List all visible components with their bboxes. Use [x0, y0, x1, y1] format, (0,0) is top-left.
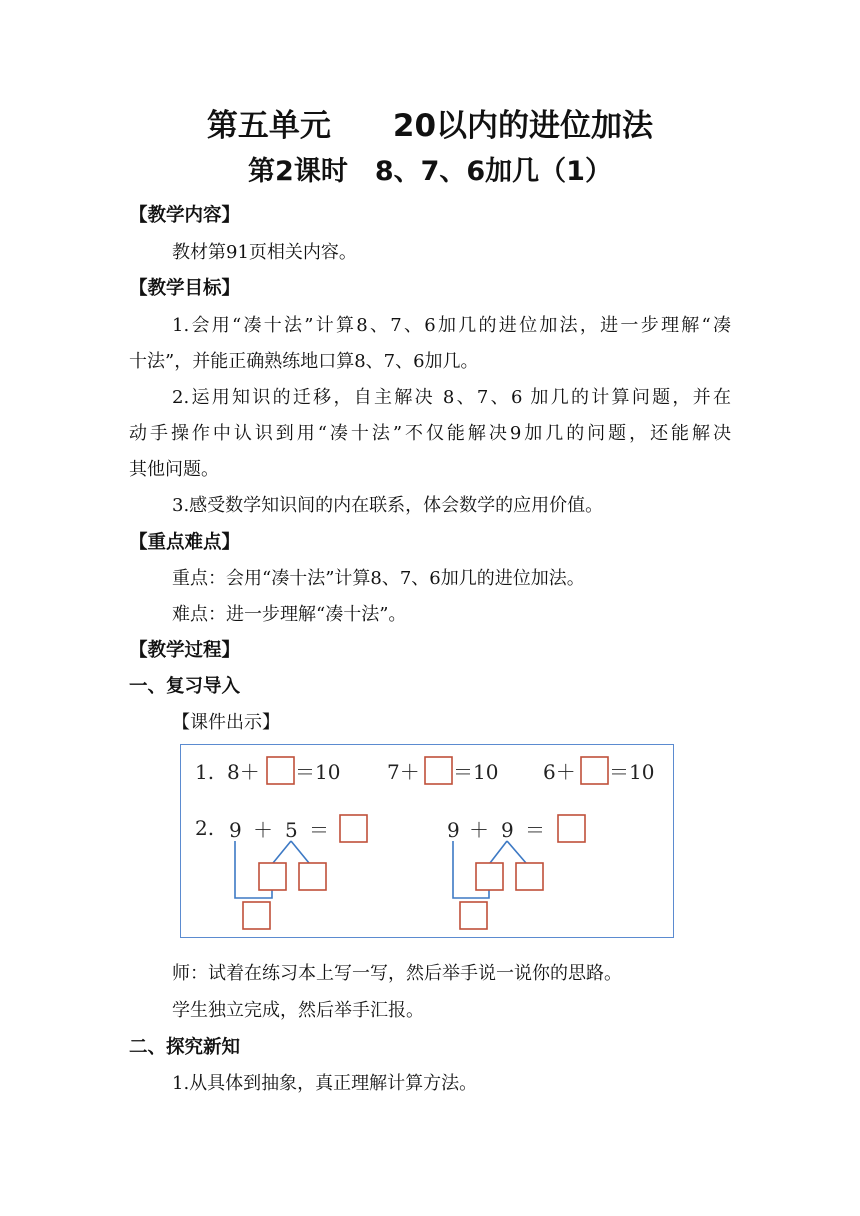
- eq1-right: ＝10: [295, 760, 341, 784]
- expr1-ten-box: [243, 902, 270, 929]
- expr1-split-left: [273, 841, 291, 863]
- expr2-addend-b: 9: [501, 818, 514, 842]
- goal-1-line-2: 十法”，并能正确熟练地口算8、7、6加几。: [129, 351, 479, 372]
- exercise-diagram: [181, 745, 675, 939]
- expr2-split-box-a: [476, 863, 503, 890]
- expr1-split-box-b: [299, 863, 326, 890]
- eq3-left: 6＋: [543, 760, 576, 784]
- difficult-point: 难点：进一步理解“凑十法”。: [172, 604, 407, 625]
- eq1-left: 8＋: [227, 760, 260, 784]
- expr2-split-right: [507, 841, 526, 863]
- expr2-ten-box: [460, 902, 487, 929]
- part-2-heading: 二、探究新知: [129, 1037, 241, 1058]
- courseware-label: 【课件出示】: [172, 712, 280, 733]
- goal-2-line-1: 2.运用知识的迁移，自主解决 8、7、6 加几的计算问题，并在: [172, 387, 731, 408]
- expr1-equals: ＝: [309, 818, 329, 842]
- process-heading: 【教学过程】: [129, 640, 241, 661]
- eq2-blank-box: [425, 757, 452, 784]
- eq3-blank-box: [581, 757, 608, 784]
- step-1: 1.从具体到抽象，真正理解计算方法。: [172, 1073, 478, 1094]
- unit-title: 第五单元 20以内的进位加法: [206, 108, 654, 144]
- expr1-split-box-a: [259, 863, 286, 890]
- goal-2-line-2: 动手操作中认识到用“凑十法”不仅能解决9加几的问题，还能解决: [129, 423, 731, 444]
- eq2-right: ＝10: [453, 760, 499, 784]
- goal-2-line-3: 其他问题。: [129, 459, 219, 480]
- expr2-plus: ＋: [469, 818, 489, 842]
- expr1-plus: ＋: [253, 818, 273, 842]
- row2-number: 2.: [195, 816, 215, 840]
- expr1-result-box: [340, 815, 367, 842]
- goal-1-line-1: 1.会用“凑十法”计算8、7、6加几的进位加法，进一步理解“凑: [172, 315, 731, 336]
- goal-3: 3.感受数学知识间的内在联系，体会数学的应用价值。: [172, 495, 604, 516]
- teacher-instruction: 师：试着在练习本上写一写，然后举手说一说你的思路。: [172, 963, 622, 984]
- expr1-addend-b: 5: [285, 818, 298, 842]
- exercise-figure: [180, 744, 674, 938]
- expr2-split-left: [490, 841, 507, 863]
- key-heading: 【重点难点】: [129, 532, 241, 553]
- eq3-right: ＝10: [609, 760, 655, 784]
- lesson-title: 第2课时 8、7、6加几（1）: [248, 156, 612, 187]
- content-text: 教材第91页相关内容。: [172, 242, 357, 263]
- expr2-result-box: [558, 815, 585, 842]
- part-1-heading: 一、复习导入: [129, 676, 241, 697]
- eq1-blank-box: [267, 757, 294, 784]
- expr2-equals: ＝: [525, 818, 545, 842]
- student-activity: 学生独立完成，然后举手汇报。: [172, 1000, 424, 1021]
- expr2-addend-a: 9: [447, 818, 460, 842]
- expr1-addend-a: 9: [229, 818, 242, 842]
- goal-heading: 【教学目标】: [129, 278, 241, 299]
- expr2-split-box-b: [516, 863, 543, 890]
- eq2-left: 7＋: [387, 760, 420, 784]
- key-point: 重点：会用“凑十法”计算8、7、6加几的进位加法。: [172, 568, 585, 589]
- content-heading: 【教学内容】: [129, 205, 241, 226]
- expr1-split-right: [291, 841, 309, 863]
- row1-number: 1.: [195, 760, 215, 784]
